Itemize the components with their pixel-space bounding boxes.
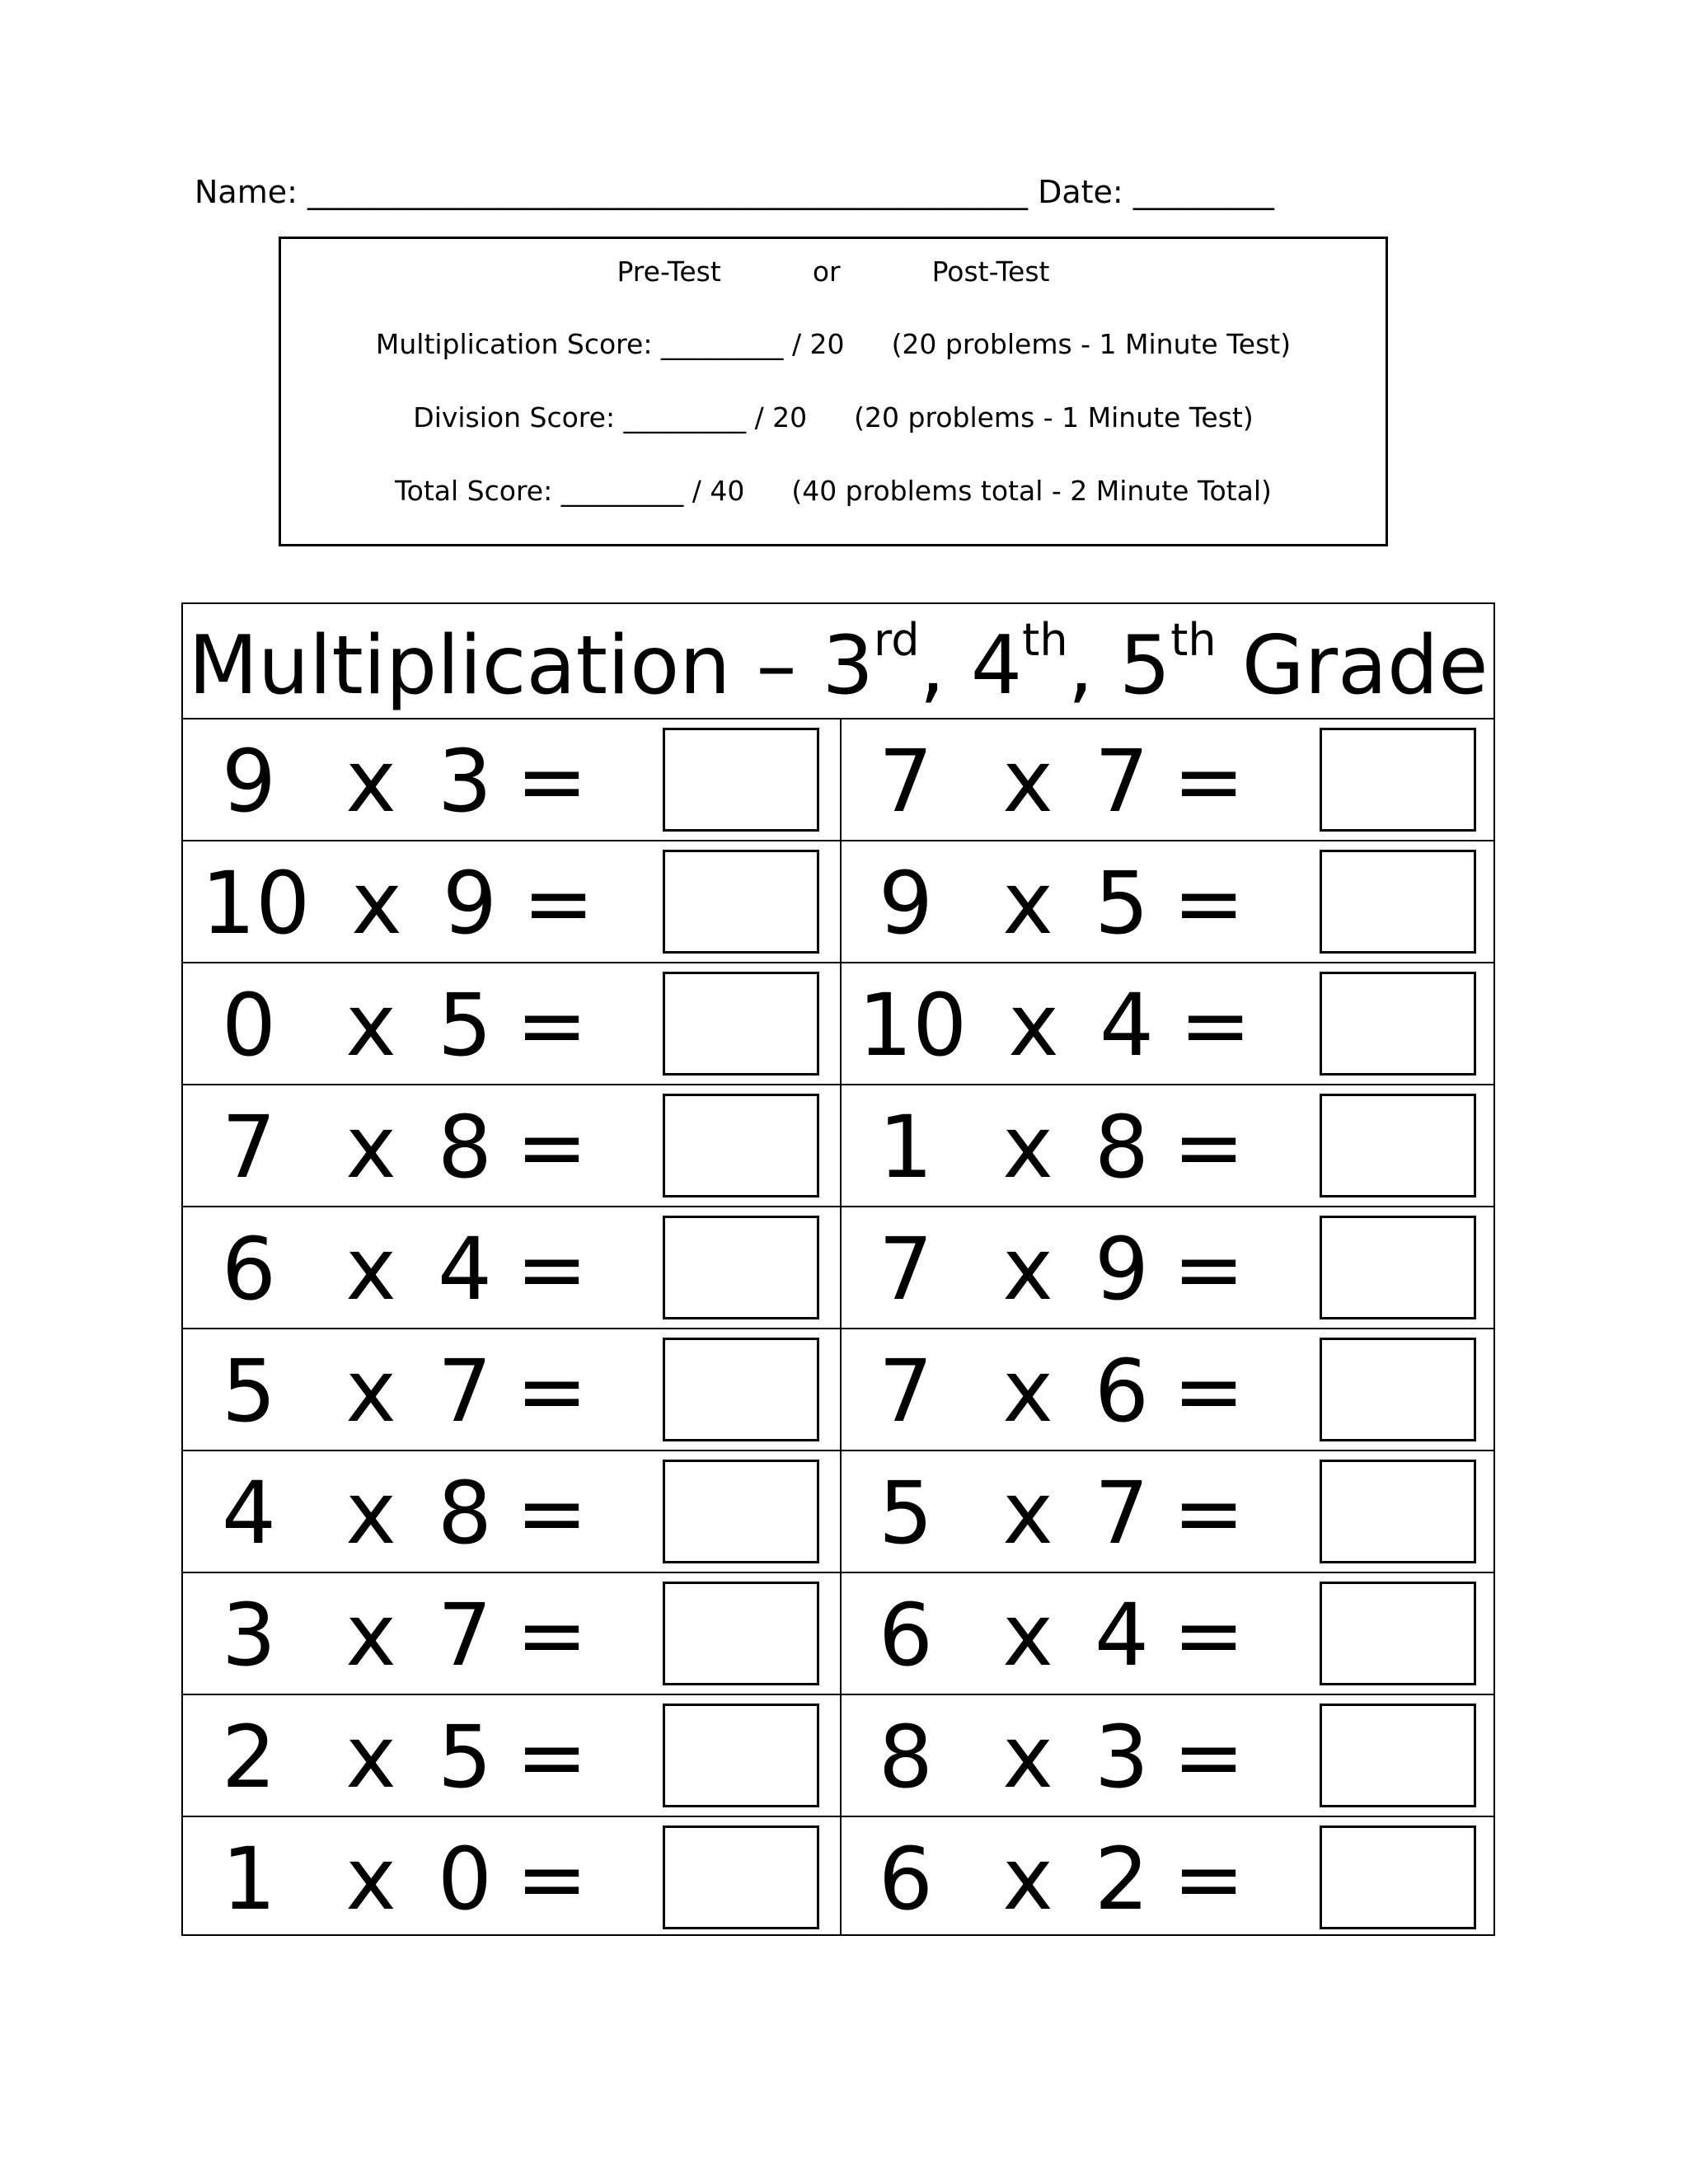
- problem-right: [840, 1817, 1497, 1938]
- equals-sign: =: [1173, 1707, 1245, 1807]
- name-label: Name:: [195, 174, 298, 210]
- times-sign: x: [345, 975, 396, 1076]
- problem-right: [840, 1085, 1497, 1206]
- name-date-line: [195, 169, 1472, 215]
- equals-sign: =: [516, 1585, 588, 1685]
- times-sign: x: [1002, 853, 1053, 954]
- times-sign: x: [1002, 1219, 1053, 1319]
- factor-b: 7: [1094, 731, 1150, 832]
- times-sign: x: [1002, 1463, 1053, 1563]
- answer-box[interactable]: [663, 728, 819, 832]
- problem-left: [183, 1573, 840, 1694]
- score-blank[interactable]: _________: [560, 475, 684, 507]
- equals-sign: =: [1179, 975, 1252, 1076]
- problem-row: [183, 841, 1493, 963]
- equals-sign: =: [516, 1463, 588, 1563]
- times-sign: x: [1002, 1097, 1053, 1197]
- score-out-of: / 20: [791, 328, 845, 360]
- factor-a: 0: [221, 975, 277, 1076]
- multiplication-worksheet: [181, 602, 1495, 1936]
- answer-box[interactable]: [1320, 1582, 1476, 1685]
- factor-a: 7: [878, 1219, 934, 1319]
- equals-sign: =: [1173, 1341, 1245, 1441]
- problem-right: [840, 1207, 1497, 1328]
- problem-right: [840, 1451, 1497, 1572]
- score-note: (40 problems total - 2 Minute Total): [791, 475, 1272, 507]
- equals-sign: =: [516, 1341, 588, 1441]
- factor-b: 7: [437, 1341, 493, 1441]
- division-score-line: [281, 400, 1386, 436]
- factor-b: 5: [437, 975, 493, 1076]
- answer-box[interactable]: [663, 850, 819, 954]
- date-label: Date:: [1038, 174, 1123, 210]
- problem-left: [183, 719, 840, 840]
- problem-right: [840, 719, 1497, 840]
- answer-box[interactable]: [663, 1094, 819, 1197]
- times-sign: x: [345, 1341, 396, 1441]
- score-box: [279, 237, 1388, 546]
- factor-b: 8: [437, 1463, 493, 1563]
- total-score-line: [281, 473, 1386, 509]
- factor-b: 8: [437, 1097, 493, 1197]
- problem-right: [840, 1695, 1497, 1816]
- factor-a: 6: [221, 1219, 277, 1319]
- problem-row: [183, 1207, 1493, 1329]
- problem-right: [840, 1329, 1497, 1450]
- pre-test-option[interactable]: Pre-Test: [617, 255, 721, 288]
- post-test-option[interactable]: Post-Test: [931, 255, 1050, 288]
- times-sign: x: [351, 853, 402, 954]
- factor-a: 1: [878, 1097, 934, 1197]
- factor-a: 6: [878, 1829, 934, 1929]
- factor-a: 7: [878, 731, 934, 832]
- answer-box[interactable]: [1320, 1825, 1476, 1929]
- equals-sign: =: [516, 731, 588, 832]
- answer-box[interactable]: [1320, 1216, 1476, 1319]
- factor-a: 9: [221, 731, 277, 832]
- title-text: Multiplication – 3: [188, 619, 874, 713]
- score-blank[interactable]: _________: [660, 328, 784, 360]
- factor-a: 2: [221, 1707, 277, 1807]
- factor-b: 4: [1099, 975, 1155, 1076]
- factor-a: 9: [878, 853, 934, 954]
- title-text: Grade: [1216, 619, 1489, 713]
- factor-b: 3: [1094, 1707, 1150, 1807]
- equals-sign: =: [1173, 1097, 1245, 1197]
- problem-left: [183, 1695, 840, 1816]
- factor-b: 5: [437, 1707, 493, 1807]
- problem-row: [183, 1451, 1493, 1573]
- problem-right: [840, 963, 1497, 1084]
- factor-b: 6: [1094, 1341, 1150, 1441]
- equals-sign: =: [1173, 1463, 1245, 1563]
- factor-a: 4: [221, 1463, 277, 1563]
- title-superscript: th: [1022, 614, 1068, 666]
- test-type-line: [281, 254, 1386, 290]
- factor-a: 5: [221, 1341, 277, 1441]
- times-sign: x: [345, 1829, 396, 1929]
- times-sign: x: [1002, 1341, 1053, 1441]
- factor-b: 5: [1094, 853, 1150, 954]
- answer-box[interactable]: [663, 1216, 819, 1319]
- answer-box[interactable]: [663, 972, 819, 1076]
- score-note: (20 problems - 1 Minute Test): [891, 328, 1292, 360]
- factor-a: 1: [221, 1829, 277, 1929]
- factor-a: 5: [878, 1463, 934, 1563]
- answer-box[interactable]: [663, 1825, 819, 1929]
- answer-box[interactable]: [663, 1582, 819, 1685]
- factor-a: 10: [201, 853, 311, 954]
- answer-box[interactable]: [1320, 1704, 1476, 1807]
- problem-row: [183, 1085, 1493, 1207]
- equals-sign: =: [1173, 853, 1245, 954]
- problem-left: [183, 1207, 840, 1328]
- score-blank[interactable]: _________: [623, 401, 747, 434]
- factor-b: 7: [1094, 1463, 1150, 1563]
- score-out-of: / 20: [754, 401, 808, 434]
- equals-sign: =: [1173, 1829, 1245, 1929]
- score-label: Total Score:: [395, 475, 553, 507]
- answer-box[interactable]: [1320, 972, 1476, 1076]
- times-sign: x: [1008, 975, 1059, 1076]
- problem-left: [183, 1817, 840, 1938]
- factor-b: 0: [437, 1829, 493, 1929]
- date-blank[interactable]: _________: [1132, 174, 1274, 210]
- problem-row: [183, 1329, 1493, 1451]
- problem-row: [183, 1573, 1493, 1695]
- title-superscript: rd: [873, 614, 920, 666]
- times-sign: x: [1002, 1585, 1053, 1685]
- factor-b: 9: [1094, 1219, 1150, 1319]
- equals-sign: =: [516, 1707, 588, 1807]
- equals-sign: =: [516, 975, 588, 1076]
- equals-sign: =: [516, 1097, 588, 1197]
- times-sign: x: [345, 1219, 396, 1319]
- problem-row: [183, 963, 1493, 1085]
- times-sign: x: [345, 1463, 396, 1563]
- title-superscript: th: [1170, 614, 1217, 666]
- answer-box[interactable]: [663, 1704, 819, 1807]
- problem-row: [183, 1817, 1493, 1939]
- title-text: , 4: [919, 619, 1023, 713]
- equals-sign: =: [516, 1829, 588, 1929]
- problem-left: [183, 1451, 840, 1572]
- answer-box[interactable]: [1320, 850, 1476, 954]
- factor-b: 4: [437, 1219, 493, 1319]
- times-sign: x: [345, 731, 396, 832]
- factor-a: 3: [221, 1585, 277, 1685]
- problem-left: [183, 963, 840, 1084]
- times-sign: x: [1002, 1829, 1053, 1929]
- score-out-of: / 40: [692, 475, 745, 507]
- title-text: , 5: [1067, 619, 1171, 713]
- factor-b: 2: [1094, 1829, 1150, 1929]
- factor-b: 8: [1094, 1097, 1150, 1197]
- equals-sign: =: [1173, 1585, 1245, 1685]
- score-label: Multiplication Score:: [375, 328, 653, 360]
- problem-row: [183, 1695, 1493, 1817]
- answer-box[interactable]: [1320, 1460, 1476, 1563]
- score-note: (20 problems - 1 Minute Test): [854, 401, 1254, 434]
- times-sign: x: [345, 1585, 396, 1685]
- equals-sign: =: [523, 853, 595, 954]
- name-blank[interactable]: ______________________________________________: [307, 174, 1029, 210]
- answer-box[interactable]: [1320, 728, 1476, 832]
- times-sign: x: [1002, 731, 1053, 832]
- problem-row: [183, 719, 1493, 841]
- factor-a: 7: [878, 1341, 934, 1441]
- factor-b: 7: [437, 1585, 493, 1685]
- factor-a: 7: [221, 1097, 277, 1197]
- problem-left: [183, 1085, 840, 1206]
- equals-sign: =: [1173, 731, 1245, 832]
- or-label: or: [812, 255, 841, 288]
- times-sign: x: [345, 1707, 396, 1807]
- answer-box[interactable]: [663, 1338, 819, 1441]
- answer-box[interactable]: [663, 1460, 819, 1563]
- multiplication-score-line: [281, 326, 1386, 363]
- equals-sign: =: [516, 1219, 588, 1319]
- problem-left: [183, 1329, 840, 1450]
- worksheet-title: [183, 604, 1493, 719]
- factor-a: 10: [858, 975, 968, 1076]
- problem-right: [840, 841, 1497, 962]
- problem-left: [183, 841, 840, 962]
- times-sign: x: [345, 1097, 396, 1197]
- score-label: Division Score:: [413, 401, 616, 434]
- times-sign: x: [1002, 1707, 1053, 1807]
- answer-box[interactable]: [1320, 1338, 1476, 1441]
- factor-b: 4: [1094, 1585, 1150, 1685]
- problem-right: [840, 1573, 1497, 1694]
- factor-a: 8: [878, 1707, 934, 1807]
- equals-sign: =: [1173, 1219, 1245, 1319]
- factor-a: 6: [878, 1585, 934, 1685]
- factor-b: 3: [437, 731, 493, 832]
- answer-box[interactable]: [1320, 1094, 1476, 1197]
- factor-b: 9: [442, 853, 498, 954]
